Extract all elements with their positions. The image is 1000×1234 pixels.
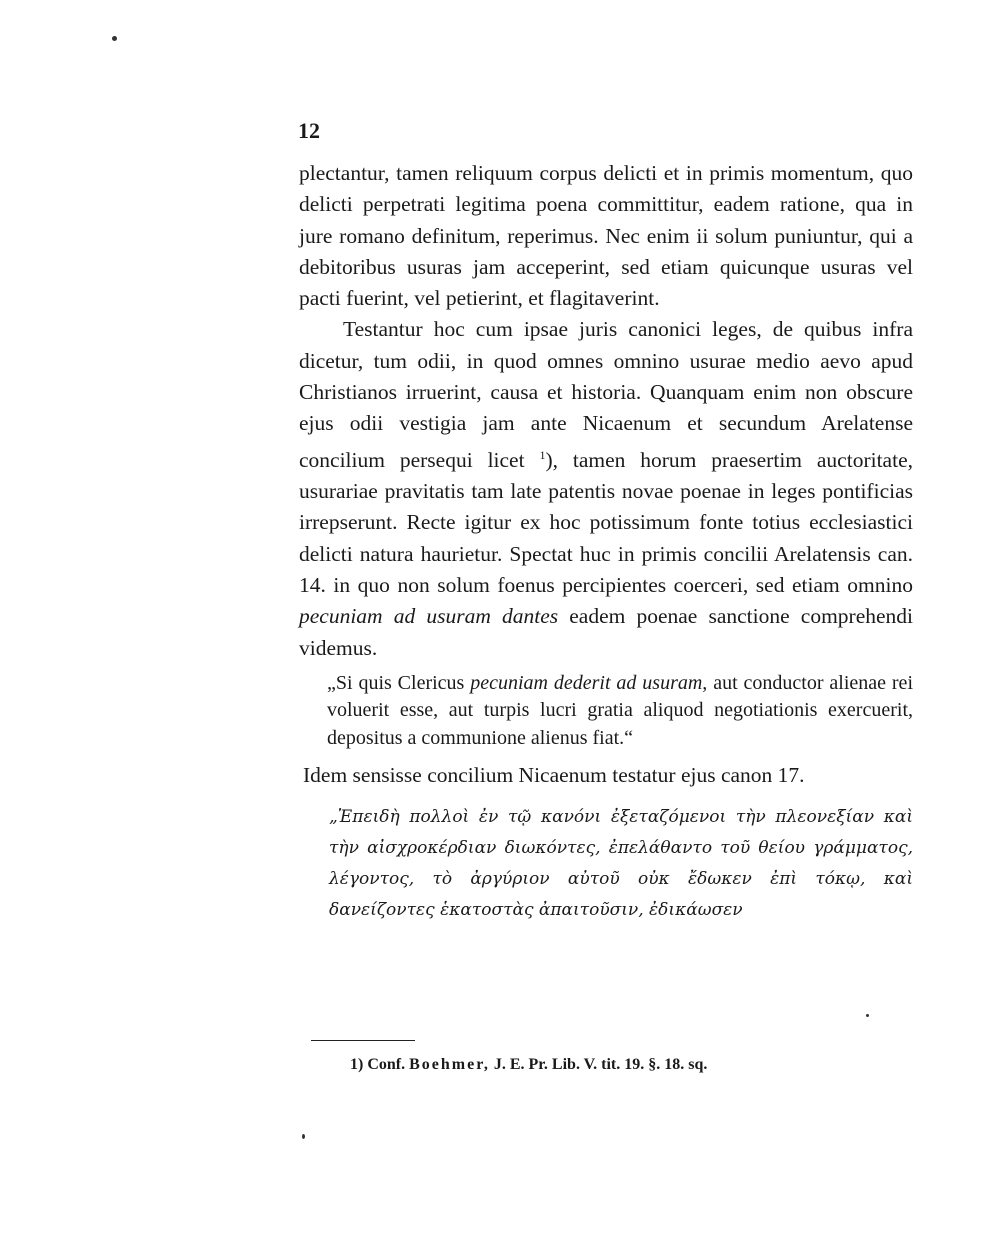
scan-speck [866, 1014, 869, 1017]
paragraph-text: Testantur hoc cum ipsae juris canonici leges, de quibus infra dicetur, tum odii, in quod omnes omnino usurae medio aevo apud Christianos irruerint, causa et historia. Quanquam enim non obscure ejus odii vestigia jam ante Nicaenum et secundum Arelatense concilium persequi licet [299, 317, 913, 472]
paragraph-text: ), tamen horum praesertim auctoritate, usurariae pravitatis tam late patentis novae poenae in leges pontificias irrepserunt. Recte igitur ex hoc potissimum fonte totius ecclesiastici delicti natura haurietur. Spectat huc in primis concilii Arelatensis can. 14. in quo non solum foenus percipientes coerceri, sed etiam omnino [299, 447, 913, 598]
paragraph-testantur [299, 314, 913, 663]
page-number: 12 [298, 118, 320, 143]
quote-text: aut conductor alienae rei voluerit esse, aut turpis lucri gratia aliquod negotiationis exercuerit, depositus a communione alienus fiat.“ [327, 671, 913, 749]
emphasis-text: pecuniam ad usuram dantes [299, 604, 559, 629]
paragraph-text: eadem poenae sanctione comprehendi videmus. [299, 604, 914, 660]
footnote-divider [311, 1040, 415, 1041]
emphasis-text: pecuniam dederit ad usuram, [470, 671, 708, 694]
quote-text: „Si quis Clericus [327, 671, 471, 694]
scan-speck [302, 1134, 305, 1139]
footnote-author: Boehmer, [409, 1056, 490, 1073]
scan-speck [112, 36, 117, 41]
quotation-canon-14 [299, 670, 913, 753]
footnote-reference: 1 [539, 447, 546, 462]
footnote-text: 1) Conf. [350, 1056, 410, 1073]
paragraph-continuation: plectantur, tamen reliquum corpus delicti et in primis momentum, quo delicti perpetrati legitima poena committitur, eadem ratione, qua in jure romano definitum, reperimus. Nec enim ii solum puniuntur, qui a debitoribus usuras jam acceperint, sed etiam quicunque usuras vel pacti fuerint, vel petierint, et flagitaverint. [299, 161, 913, 311]
paragraph-idem: Idem sensisse concilium Nicaenum testatur ejus canon 17. [303, 763, 805, 788]
footnote-text: J. E. Pr. Lib. V. tit. 19. §. 18. sq. [489, 1056, 708, 1073]
body-text [299, 158, 913, 926]
greek-quotation: „Ἐπειδὴ πολλοὶ ἐν τῷ κανόνι ἐξεταζόμενοι τὴν πλεονεξίαν καὶ τὴν αἰσχροκέρδιαν διωκόντες, ἐπελάθαντο τοῦ θείου γράμματος, λέγοντος, τὸ ἀργύριον αὐτοῦ οὐκ ἔδωκεν ἐπὶ τόκῳ, καὶ δανείζοντες ἑκατοστὰς ἀπαιτοῦσιν, ἐδικάωσεν [329, 806, 913, 920]
footnote [350, 1056, 707, 1074]
